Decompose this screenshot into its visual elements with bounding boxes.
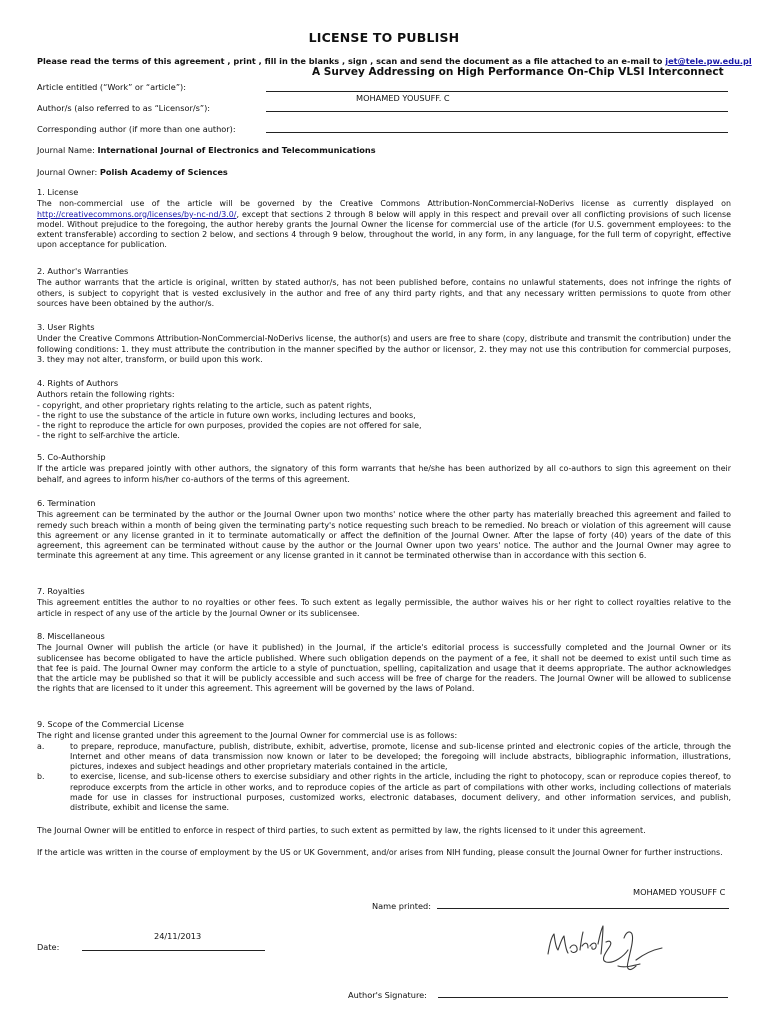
authors-label: Author/s (also referred to as “Licensor/s”):	[37, 103, 211, 113]
section-body: Under the Creative Commons Attribution-NonCommercial-NoDerivs license, the author(s) and users are free to share (copy, distribute and transmit the contribution) under the following conditions: 1. they must attribute the contribution in the manner specified by the author or licensor, 2. they may not use this contribution for commercial purposes, 3. they may not alter, transform, or build upon this work.	[37, 334, 731, 364]
section-commercial-license	[37, 719, 731, 814]
corresponding-label: Corresponding author (if more than one author):	[37, 124, 236, 134]
section-heading: 8. Miscellaneous	[37, 631, 105, 641]
section-intro: Authors retain the following rights:	[37, 390, 175, 400]
section-user-rights	[37, 322, 731, 365]
section-heading: 4. Rights of Authors	[37, 378, 119, 388]
section-text: , except that sections 2 through 8 below will apply in this respect and prevail over all conflicting provisions of such license model. Without prejudice to the foregoing, the author hereby grants the Journal Owner the license for commercial use of the article (for U.S. government employees: to the extent transferable) according to section 2 below, and sections 4 through 9 below, throughout the world, in any form, in any language, for the full term of copyright, effective upon acceptance for publication.	[37, 209, 731, 250]
article-field-line	[266, 91, 728, 92]
item-text: to exercise, license, and sub-license others to exercise subsidiary and other rights in the article, including the right to photocopy, scan or reproduce copies thereof, to reproduce excerpts from the article in other works, and to reproduce copies of the article as part of compilations with other works, including collections of materials made for use in classes for instructional purposes, customized works, electronic databases, document delivery, and other information services, and publish, distribute, exhibit and license the same.	[70, 772, 731, 813]
section-body: This agreement can be terminated by the author or the Journal Owner upon two months' notice where the other party has materially breached this agreement and failed to remedy such breach within a month of being given the terminating party's notice requesting such breach to be remedied. No breach or violation of this agreement will cause this agreement or any license granted in it to terminate automatically or affect the definition of the Journal Owner. After the lapse of forty (40) years of the date of this agreement, this agreement can be terminated without cause by the author or the Journal Owner upon two years' notice. The author and the Journal Owner may agree to terminate this agreement at any time. This agreement or any license granted in it cannot be terminated otherwise than in accordance with this section 6.	[37, 510, 731, 561]
item-letter: b.	[37, 772, 45, 782]
section-co-authorship	[37, 452, 731, 485]
section-body: If the article was prepared jointly with other authors, the signatory of this form warrants that he/she has been authorized by all co-authors to sign this agreement on their behalf, and agrees to inform his/her co-authors of the terms of this agreement.	[37, 464, 731, 484]
section-royalties	[37, 586, 731, 619]
section-termination	[37, 498, 731, 562]
list-item	[37, 772, 731, 813]
section-body	[37, 199, 731, 250]
section-heading: 6. Termination	[37, 498, 96, 508]
name-printed-label: Name printed:	[372, 901, 431, 911]
list-item: - the right to use the substance of the article in future own works, including lectures and books,	[37, 410, 416, 420]
enforcement-paragraph	[37, 826, 731, 836]
paragraph-text: The Journal Owner will be entitled to enforce in respect of third parties, to such extent as permitted by law, the rights licensed to it under this agreement.	[37, 826, 646, 835]
section-heading: 3. User Rights	[37, 322, 95, 332]
document-title: LICENSE TO PUBLISH	[308, 30, 460, 45]
section-heading: 2. Author's Warranties	[37, 266, 129, 276]
section-license	[37, 187, 731, 251]
authors-field-line	[266, 111, 728, 112]
journal-name-value: International Journal of Electronics and Telecommunications	[97, 145, 376, 155]
section-warranties	[37, 266, 731, 309]
section-body: The author warrants that the article is original, written by stated author/s, has not been published before, contains no unlawful statements, does not infringe the rights of others, is subject to copyright that is vested exclusively in the author and free of any third party rights, and that any necessary written permissions to quote from other sources have been obtained by the author/s.	[37, 278, 731, 308]
journal-owner-value: Polish Academy of Sciences	[99, 167, 228, 177]
section-body: This agreement entitles the author to no royalties or other fees. To such extent as legally permissible, the author waives his or her right to collect royalties relative to the article in respect of any use of the article by the Journal Owner or its sublicensee.	[37, 598, 731, 618]
journal-owner	[37, 167, 228, 177]
name-printed-value[interactable]: MOHAMED YOUSUFF C	[633, 887, 726, 897]
handwritten-signature	[540, 920, 680, 980]
section-heading: 9. Scope of the Commercial License	[37, 719, 184, 729]
section-heading: 5. Co-Authorship	[37, 452, 106, 462]
item-text: to prepare, reproduce, manufacture, publish, distribute, exhibit, advertise, promote, license and sub-license printed and electronic copies of the article, through the Internet and other means of data transmission now known or later to be developed; the foregoing will include abstracts, bibliographic information, illustrations, pictures, indexes and subject headings and other proprietary materials contained in the article,	[70, 741, 731, 772]
section-intro: The right and license granted under this agreement to the Journal Owner for commercial use is as follows:	[37, 731, 458, 741]
cc-license-link[interactable]: http://creativecommons.org/licenses/by-nc-nd/3.0/	[37, 209, 237, 219]
section-body: The Journal Owner will publish the article (or have it published) in the Journal, if the article's editorial process is successfully completed and the Journal Owner or its sublicensee has become obligated to have the article published. Where such obligation depends on the payment of a fee, it shall not be deemed to exist until such time as that fee is paid. The Journal Owner may conform the article to a style of punctuation, spelling, capitalization and usage that it deems appropriate. The author acknowledges that the article may be published so that it will be publicly accessible and such access will be free of charge for the readers. The Journal Owner will be allowed to sublicense the rights that are licensed to it under this agreement. This agreement will be governed by the laws of Poland.	[37, 643, 731, 694]
corresponding-field-line	[266, 132, 728, 133]
section-heading: 1. License	[37, 187, 79, 197]
date-value[interactable]: 24/11/2013	[154, 931, 202, 941]
article-title-value[interactable]: A Survey Addressing on High Performance On-Chip VLSI Interconnect	[312, 66, 724, 78]
list-item	[37, 742, 731, 773]
government-funding-paragraph	[37, 848, 731, 858]
journal-name	[37, 145, 376, 155]
instructions	[37, 56, 752, 66]
date-label: Date:	[37, 942, 60, 952]
name-printed-line	[437, 908, 729, 909]
journal-name-label: Journal Name:	[37, 145, 95, 155]
journal-owner-label: Journal Owner:	[37, 167, 98, 177]
date-line	[82, 950, 265, 951]
signature-label: Author's Signature:	[348, 990, 427, 1000]
section-heading: 7. Royalties	[37, 586, 85, 596]
item-letter: a.	[37, 741, 45, 751]
instructions-text: Please read the terms of this agreement , print , fill in the blanks , sign , scan and send the document as a file attached to an e-mail to	[37, 56, 666, 66]
email-link[interactable]: jet@tele.pw.edu.pl	[665, 56, 752, 66]
section-rights-of-authors	[37, 378, 731, 442]
paragraph-text: If the article was written in the course of employment by the US or UK Government, and/or arises from NIH funding, please consult the Journal Owner for further instructions.	[37, 848, 723, 857]
section-miscellaneous	[37, 631, 731, 695]
article-label: Article entitled (“Work” or “article”):	[37, 82, 187, 92]
signature-line	[438, 997, 728, 998]
list-item: - the right to self-archive the article.	[37, 431, 180, 441]
list-item: - the right to reproduce the article for own purposes, provided the copies are not offered for sale,	[37, 421, 422, 431]
rights-list	[37, 401, 731, 442]
list-item: - copyright, and other proprietary rights relating to the article, such as patent rights,	[37, 400, 372, 410]
section-text: The non-commercial use of the article will be governed by the Creative Commons Attribution-NonCommercial-NoDerivs license as currently displayed on	[37, 199, 731, 209]
authors-value[interactable]: MOHAMED YOUSUFF. C	[356, 93, 450, 103]
